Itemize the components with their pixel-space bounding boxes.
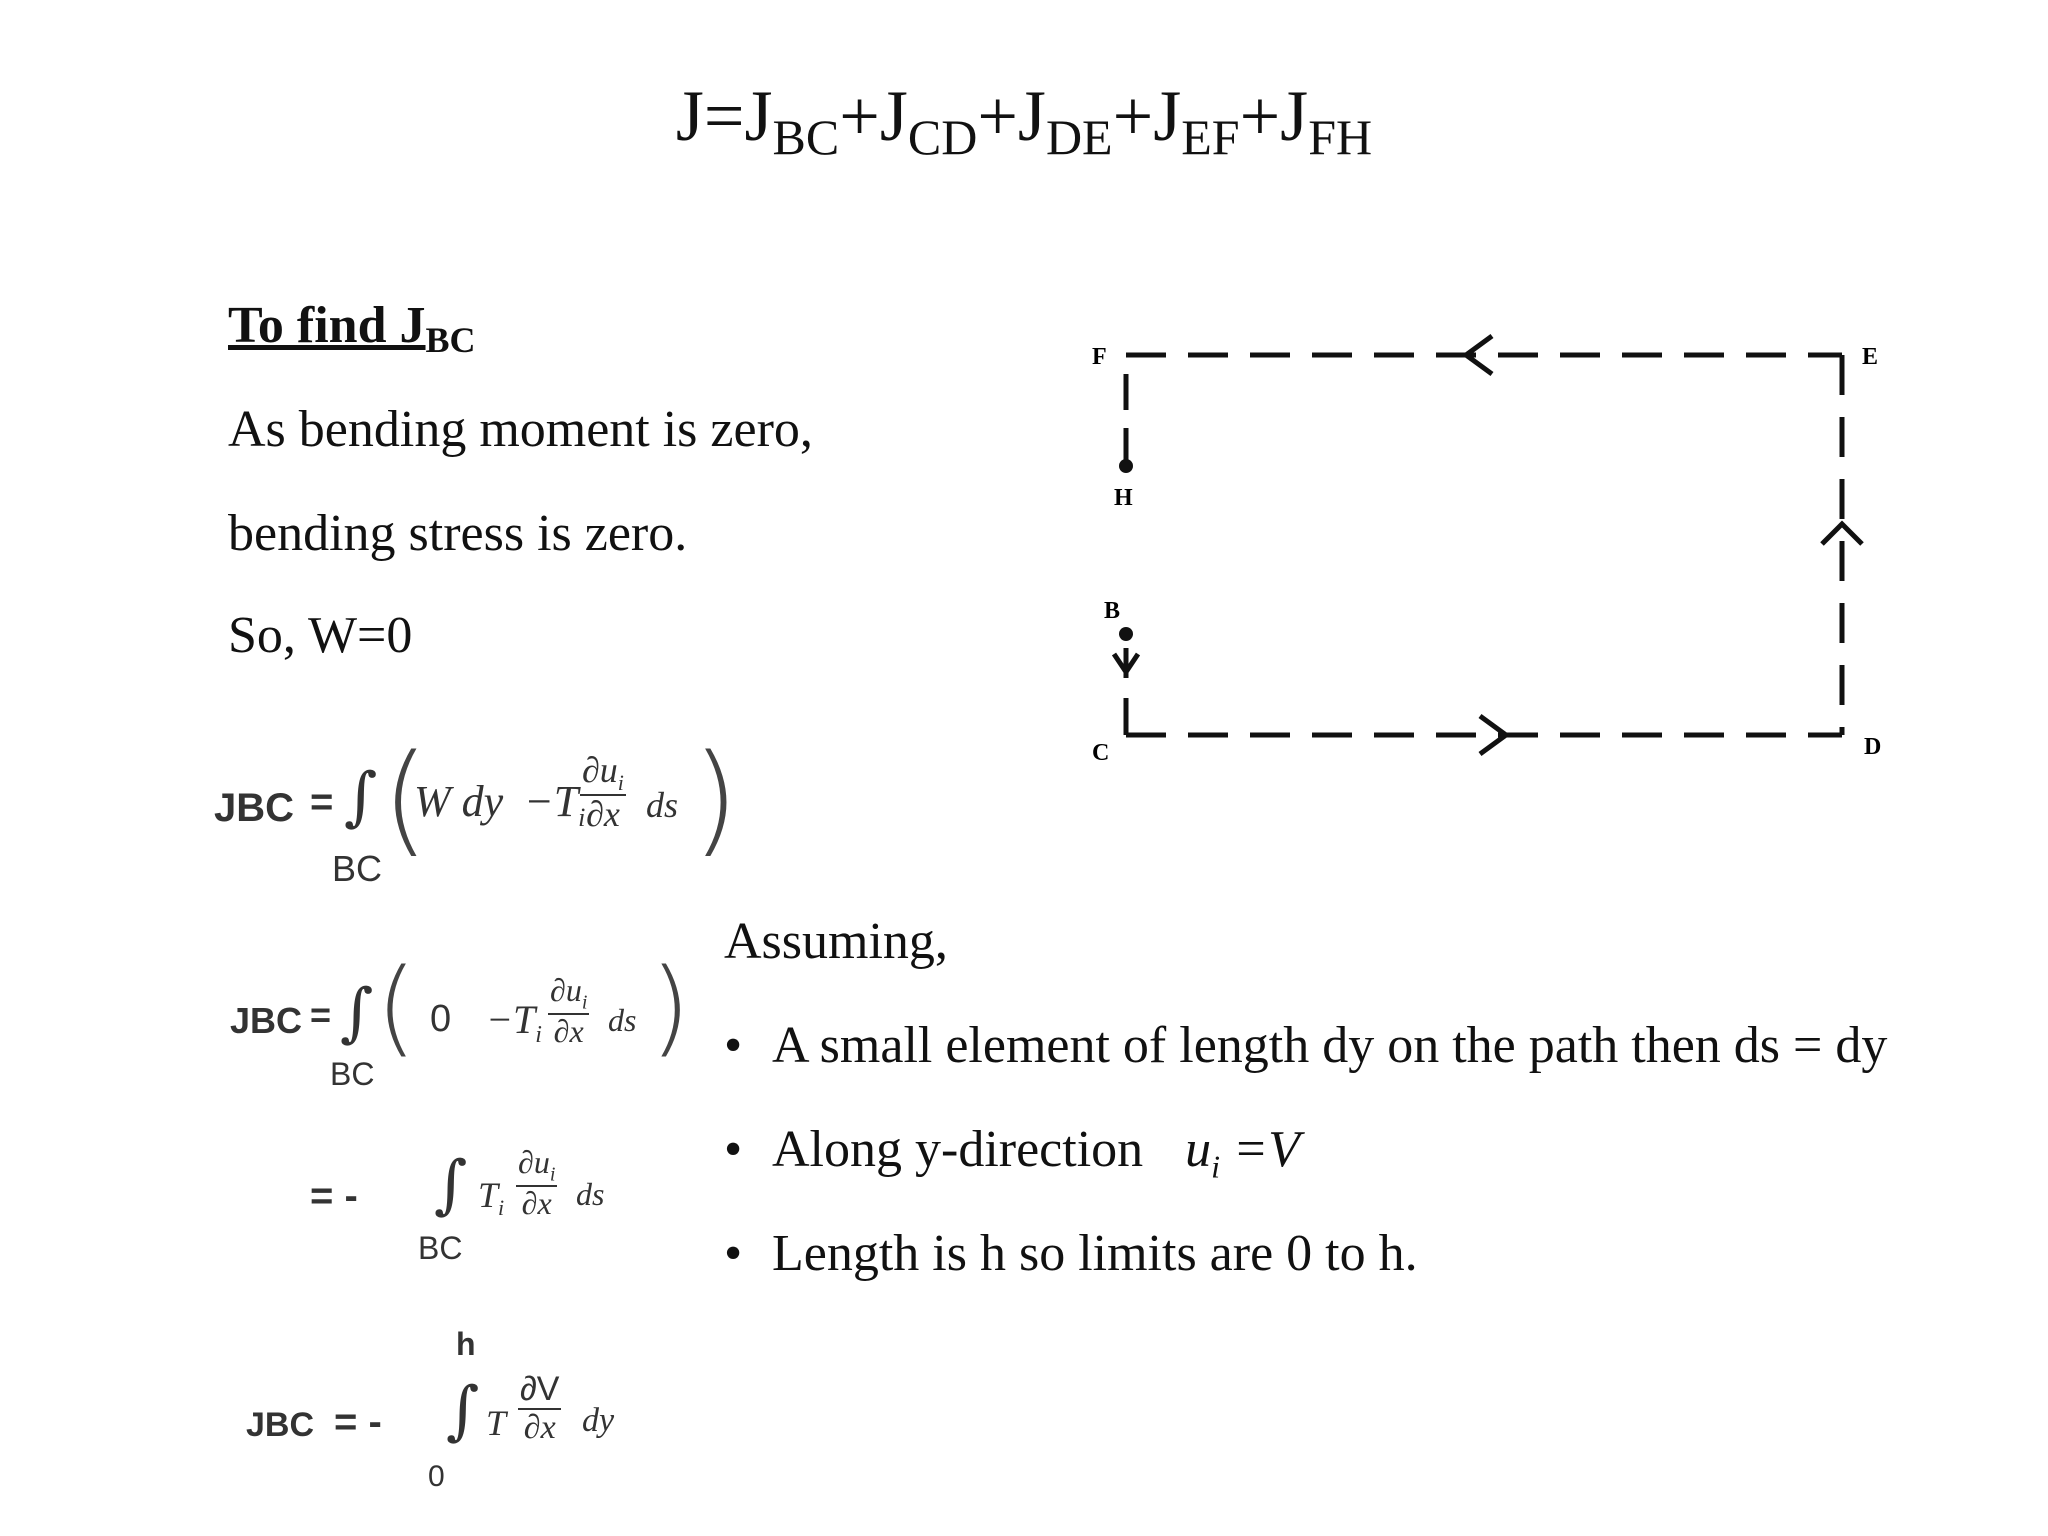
point-b <box>1119 627 1133 641</box>
label-c: C <box>1092 740 1110 766</box>
text-line-2: bending stress is zero. <box>228 505 688 562</box>
assumptions-list <box>724 1016 1887 1328</box>
label-d: D <box>1864 734 1882 760</box>
assumptions-intro: Assuming, <box>724 913 948 970</box>
formula-jbc-general: JBC = ∫ BC ( W dy $-T_i$ $\frac{\partial u_i}{\partial x}$ ds ) <box>214 730 739 889</box>
label-b: B <box>1104 598 1121 624</box>
text-line-1: As bending moment is zero, <box>228 401 813 458</box>
label-f: F <box>1092 344 1107 370</box>
list-item: • A small element of length dy on the path then ds = dy <box>724 1017 1888 1074</box>
contour-diagram <box>1080 330 1900 790</box>
section-heading: To find $J_{BC}$ <box>228 297 476 360</box>
title-equation: $J=J_{BC}+J_{CD}+J_{DE}+J_{EF}+J_{FH}$ <box>675 76 1373 165</box>
formula-jbc-limits: h JBC = - ∫ 0 T $\frac{\partial V}{\partial x}$ dy <box>246 1326 615 1493</box>
label-e: E <box>1862 344 1879 370</box>
text-line-3: So, W=0 <box>228 607 413 664</box>
formula-negative-integral: = - ∫ BC $T_i$ $\frac{\partial u_i}{\partial x}$ ds <box>310 1144 605 1266</box>
point-h <box>1119 459 1133 473</box>
list-item: • Along y-direction $u_i =V$ <box>724 1121 1300 1185</box>
list-item: • Length is h so limits are 0 to h. <box>724 1225 1418 1282</box>
arrow-left <box>1466 336 1492 374</box>
label-h: H <box>1114 485 1133 511</box>
arrow-right <box>1480 716 1506 754</box>
formula-jbc-zero: JBC = ∫ BC ( 0 $-T_i$ $\frac{\partial u_i}{\partial x}$ ds ) <box>230 946 691 1092</box>
